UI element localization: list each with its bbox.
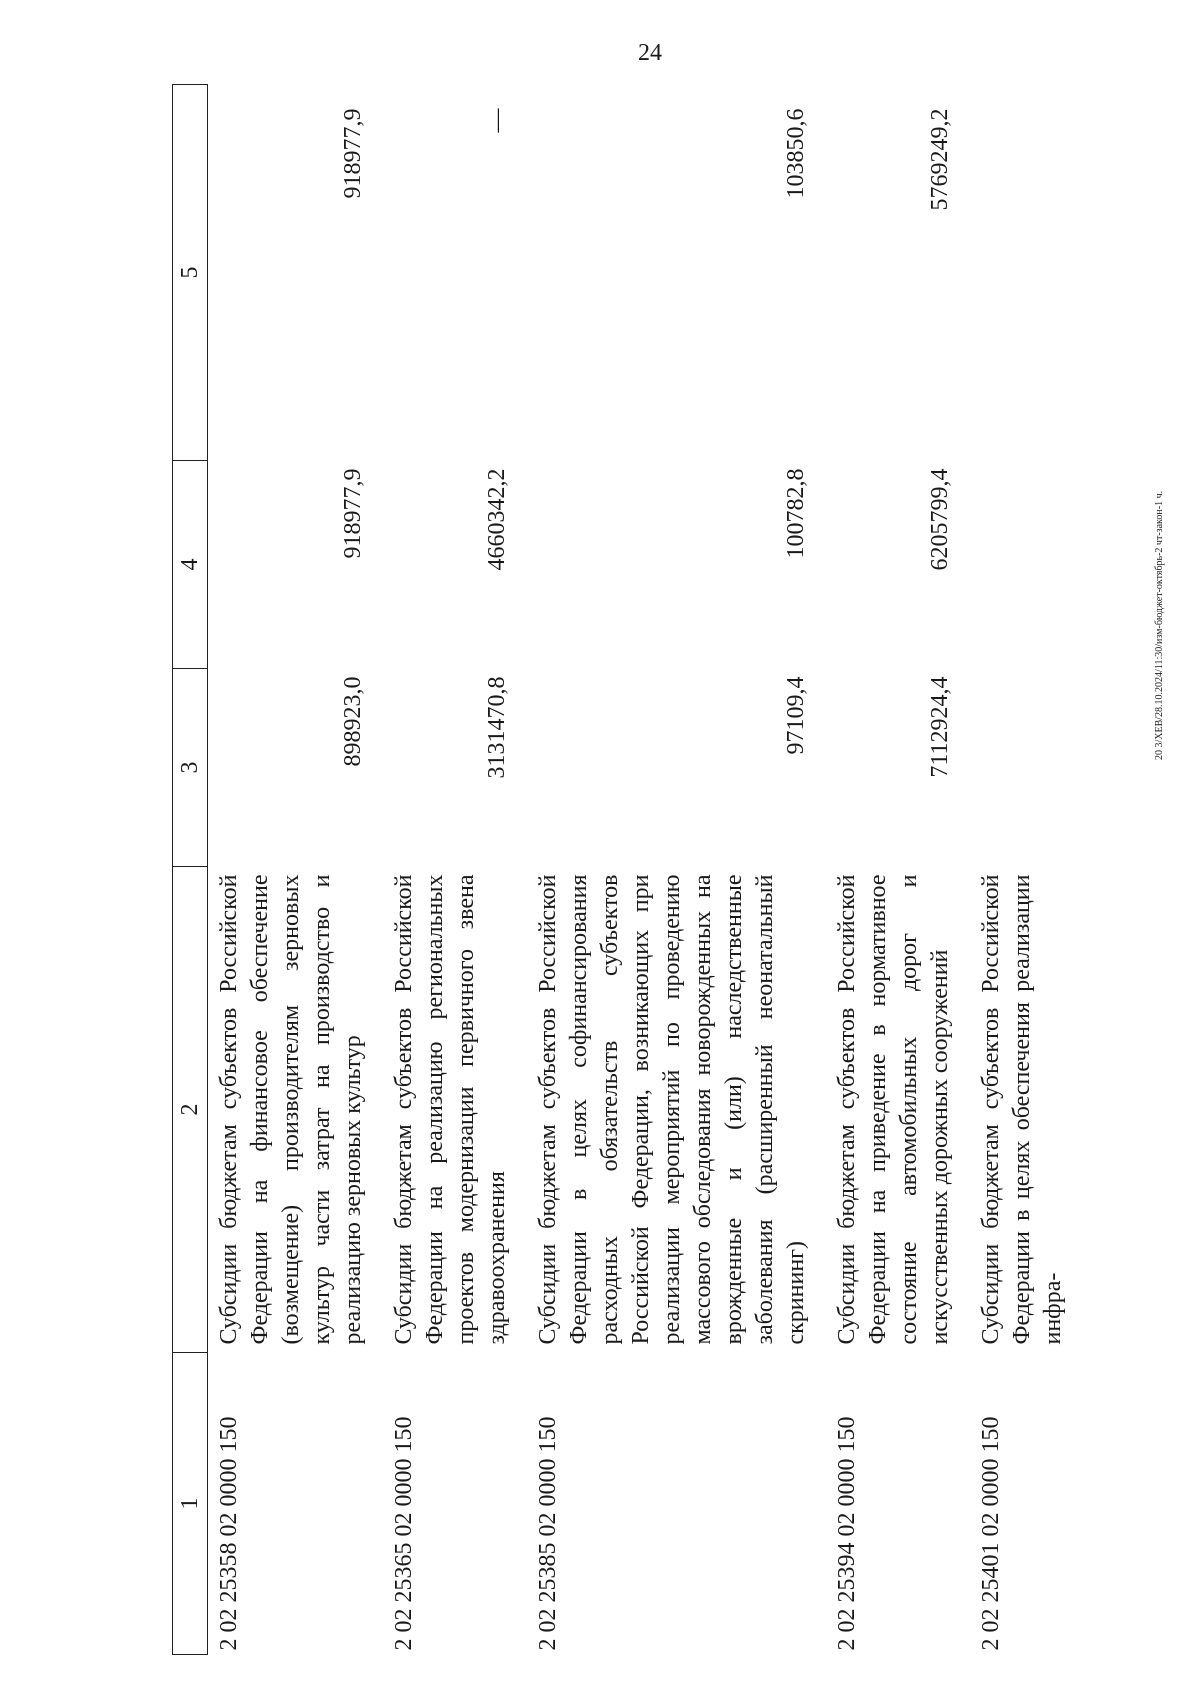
- row-code: 2 02 25394 02 0000 150: [834, 1416, 860, 1651]
- row-description: Субсидии бюджетам субъектов Российской Федерации в целях софинансирования расходных обязательств субъектов Российской Федерации, возникающих при реализации мероприятий по проведению массового обследования новорожденных на врожденные и (или) наследственные заболевания (расширенный неонатальный скрининг): [535, 874, 809, 1345]
- row-value-col4: 4660342,2: [484, 468, 510, 571]
- rotated-table-container: [172, 85, 1066, 1655]
- row-value-col4: 918977,9: [340, 468, 366, 559]
- table-row: [383, 85, 527, 1655]
- column-header-3: 3: [173, 669, 208, 867]
- column-header-1: 1: [173, 1353, 208, 1655]
- row-value-col4: 100782,8: [783, 468, 809, 559]
- row-value-col5: 103850,6: [783, 108, 809, 199]
- footer-note: 20 3/ХЕВ/28.10.2024/11:30/изм-бюджет-октябрь-2 чт-закон-1 ч.: [1154, 490, 1165, 760]
- row-code: 2 02 25365 02 0000 150: [391, 1416, 417, 1651]
- row-value-col5: 5769249,2: [927, 108, 953, 211]
- row-value-col3: 3131470,8: [484, 676, 510, 779]
- page-number: 24: [638, 40, 662, 66]
- table-row: [527, 85, 826, 1655]
- row-code: 2 02 25358 02 0000 150: [216, 1416, 242, 1651]
- table-row: [208, 85, 384, 1655]
- column-header-4: 4: [173, 461, 208, 669]
- row-description: Субсидии бюджетам субъектов Российской Федерации на реализацию региональных проектов модернизации первичного звена здравоохранения: [391, 874, 510, 1345]
- row-code: 2 02 25401 02 0000 150: [978, 1416, 1004, 1651]
- row-value-col3: [970, 669, 1083, 867]
- row-value-col3: 7112924,4: [927, 676, 953, 778]
- row-description: Субсидии бюджетам субъектов Российской Федерации в целях обеспечения реализации инфра-: [978, 874, 1066, 1345]
- column-header-5: 5: [173, 85, 208, 461]
- table-row: [826, 85, 970, 1655]
- row-value-col3: 97109,4: [783, 676, 809, 755]
- row-value-col4: 6205799,4: [927, 468, 953, 571]
- row-value-col5: 918977,9: [340, 108, 366, 199]
- row-value-col5: —: [484, 108, 510, 133]
- row-value-col5: [970, 85, 1083, 461]
- table-header-row: [173, 85, 208, 1655]
- row-value-col3: 898923,0: [340, 676, 366, 767]
- column-header-2: 2: [173, 867, 208, 1353]
- row-code: 2 02 25385 02 0000 150: [535, 1416, 561, 1651]
- row-description: Субсидии бюджетам субъектов Российской Федерации на финансовое обеспечение (возмещение) производителям зерновых культур части затрат на производство и реализацию зерновых культур: [216, 874, 366, 1345]
- budget-table: [172, 84, 1083, 1655]
- row-description: Субсидии бюджетам субъектов Российской Федерации на приведение в нормативное состояние автомобильных дорог и искусственных дорожных сооружений: [834, 874, 953, 1345]
- table-row: [970, 85, 1083, 1655]
- row-value-col4: [970, 461, 1083, 669]
